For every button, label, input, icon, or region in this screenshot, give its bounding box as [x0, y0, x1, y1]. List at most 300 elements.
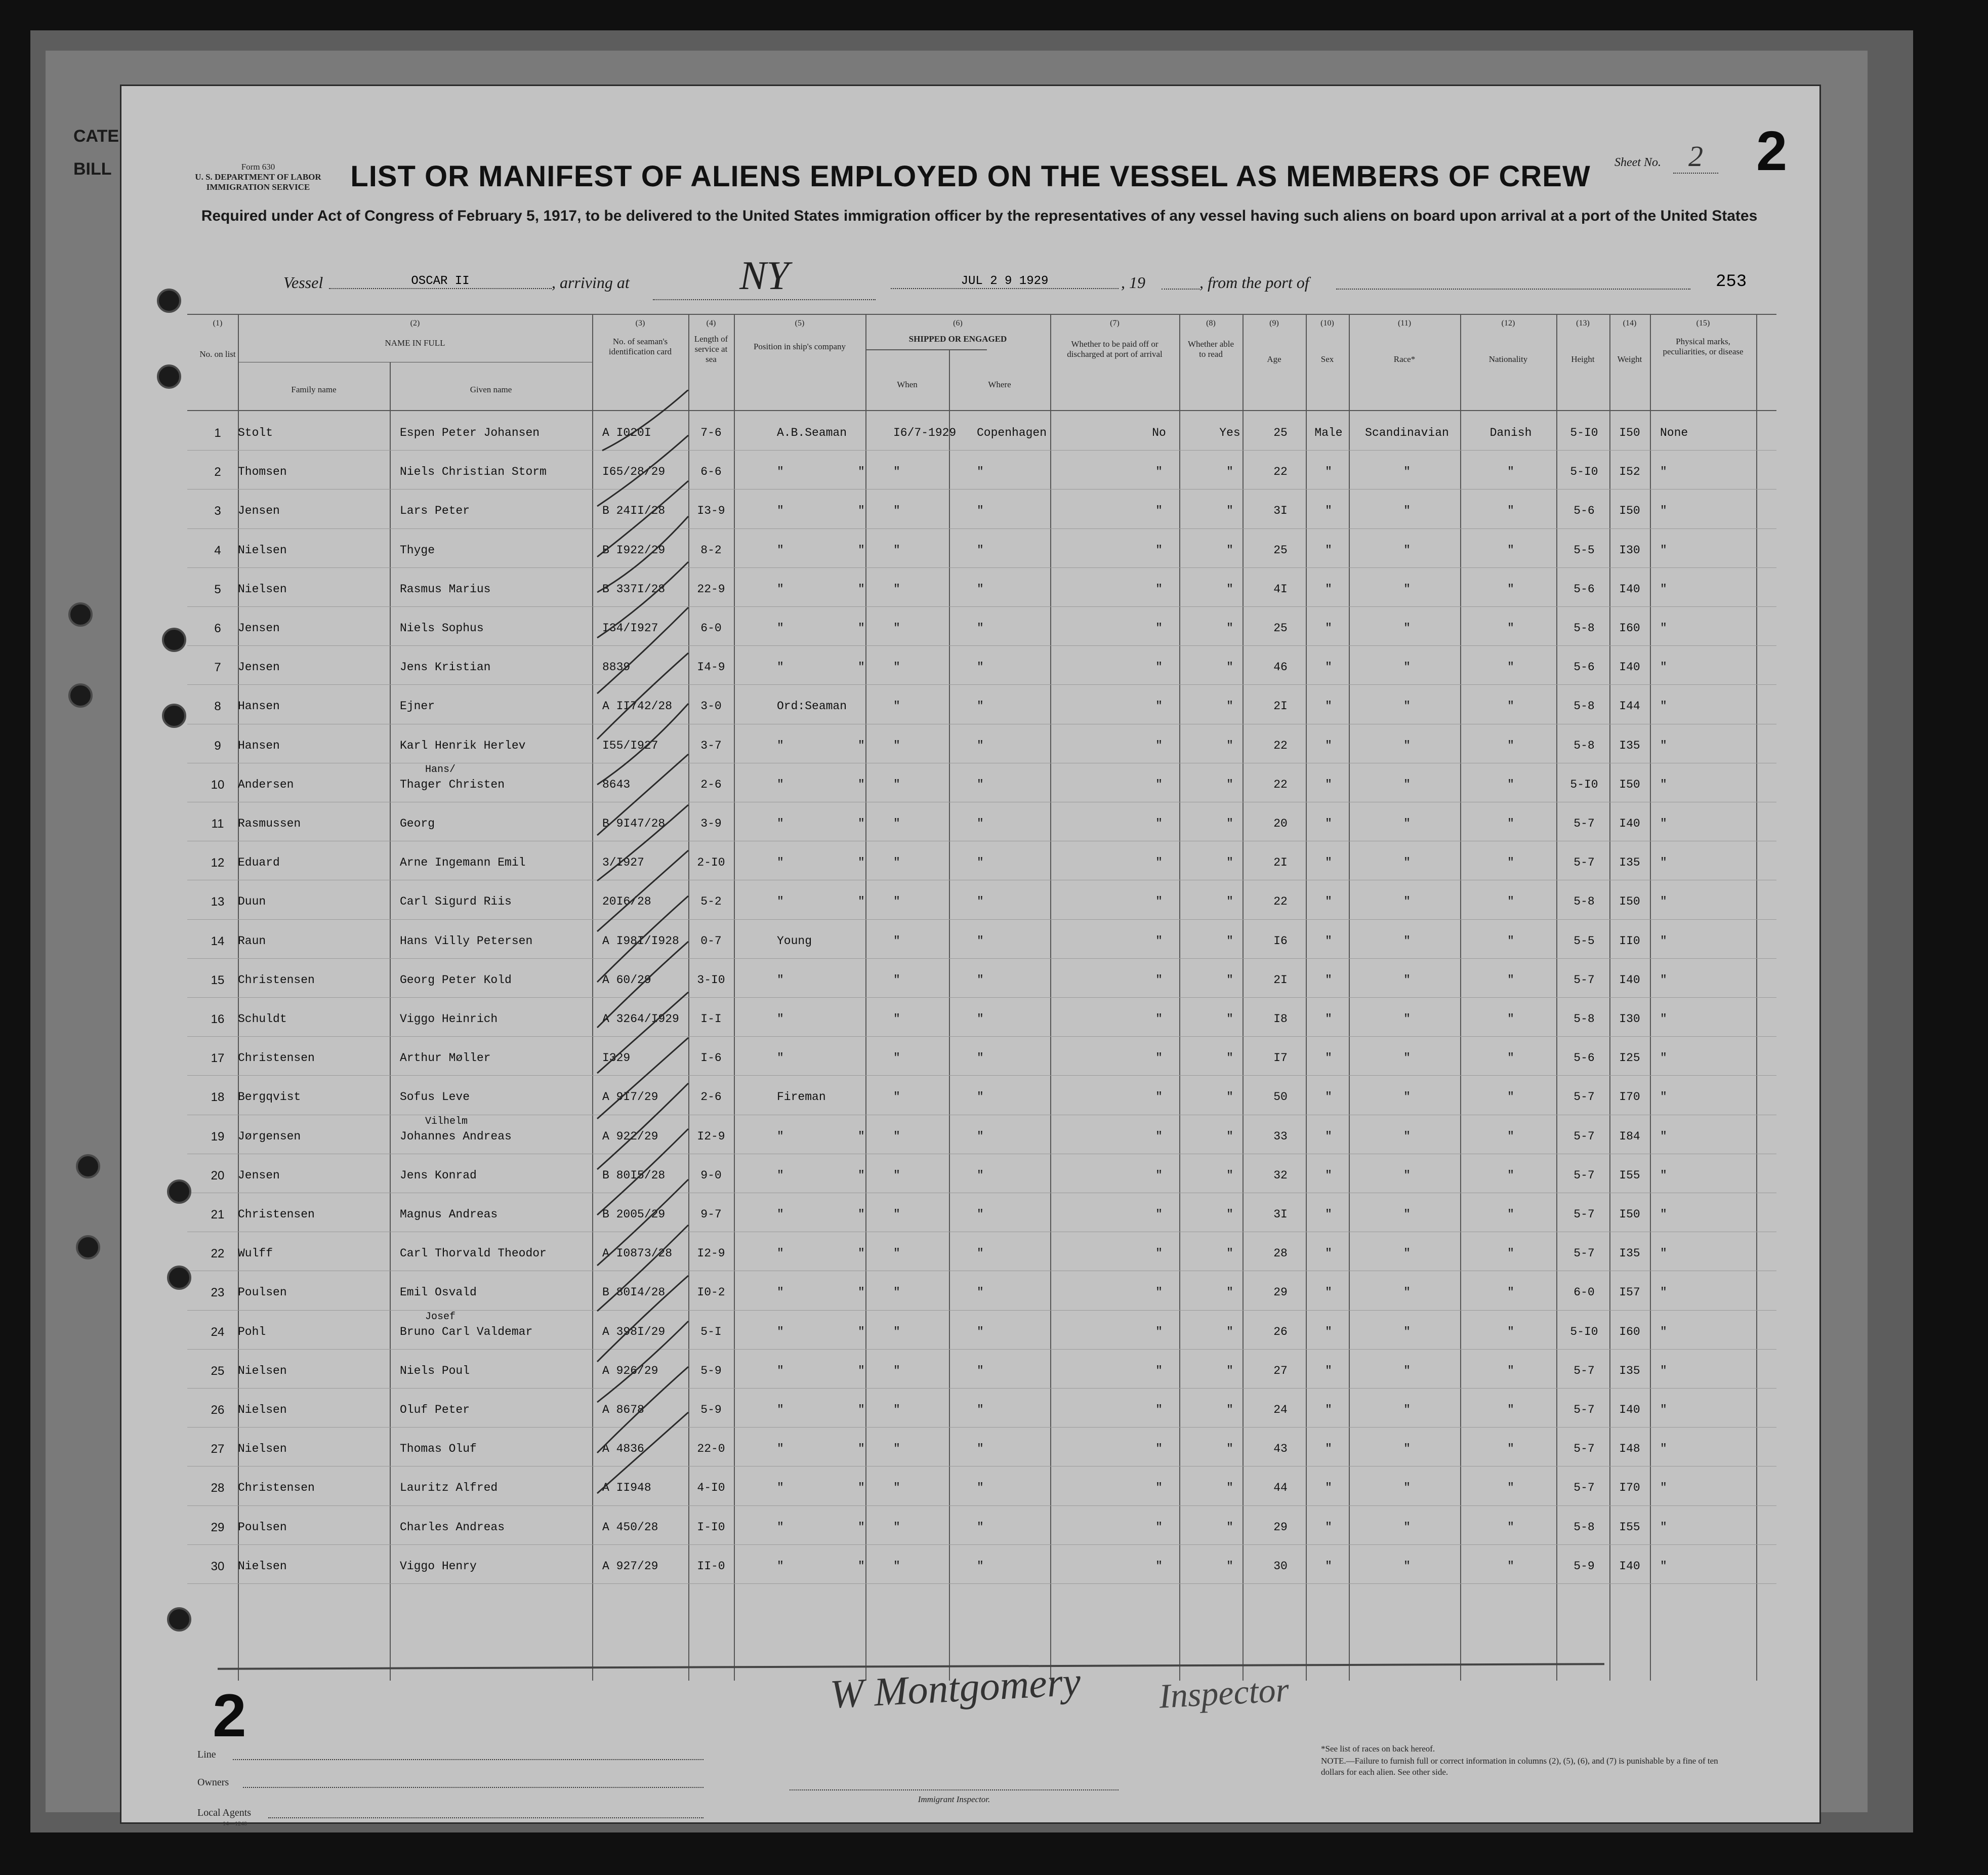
family-name-cell: Wulff [238, 1247, 273, 1260]
age-cell: 2I [1273, 973, 1288, 987]
able-to-read-cell: " [1226, 1559, 1233, 1573]
header-name-in-full: NAME IN FULL [385, 338, 445, 348]
physical-marks-cell: " [1660, 1325, 1667, 1338]
penalty-note: NOTE.—Failure to furnish full or correct information in columns (2), (5), (6), and (7) is punishable by a fine of ten dollars for each alien. See other side. [1321, 1756, 1718, 1777]
family-name-cell: Christensen [238, 1481, 315, 1495]
family-name-cell: Jørgensen [238, 1129, 301, 1143]
physical-marks-cell: " [1660, 1051, 1667, 1065]
stub-text-top: CATE [73, 127, 119, 146]
paid-off-cell: " [1155, 1012, 1163, 1026]
sex-cell: " [1325, 1442, 1332, 1456]
physical-marks-cell: " [1660, 1168, 1667, 1182]
id-card-cell: A 3264/I929 [602, 1012, 679, 1026]
physical-marks-cell: " [1660, 856, 1667, 870]
given-name-cell: Oluf Peter [400, 1403, 470, 1416]
binder-hole [162, 704, 186, 728]
row-number-cell: 30 [211, 1559, 225, 1573]
shipped-where-cell: " [977, 1129, 984, 1143]
nationality-cell: " [1507, 504, 1514, 518]
position-ditto-cell: " [858, 582, 865, 596]
position-cell: " [777, 504, 784, 518]
line-blank [233, 1759, 703, 1760]
race-cell: " [1403, 504, 1411, 518]
weight-cell: I60 [1619, 622, 1640, 635]
height-cell: 5-8 [1573, 700, 1595, 713]
race-cell: " [1403, 543, 1411, 557]
service-length-cell: 22-0 [697, 1442, 725, 1456]
id-card-cell: B 2005/29 [602, 1208, 666, 1221]
given-name-cell: Emil Osvald [400, 1286, 477, 1299]
table-row [187, 962, 1776, 1002]
sex-cell: " [1325, 817, 1332, 830]
table-row [187, 533, 1776, 572]
nationality-cell: " [1507, 1051, 1514, 1065]
height-cell: 5-5 [1573, 543, 1595, 557]
paid-off-cell: " [1155, 817, 1163, 830]
position-ditto-cell: " [858, 856, 865, 870]
height-cell: 5-6 [1573, 504, 1595, 518]
service-length-cell: I2-9 [697, 1129, 725, 1143]
position-cell: " [777, 1129, 784, 1143]
colnum-12: (12) [1501, 319, 1515, 328]
service-length-cell: I-I [700, 1012, 722, 1026]
race-cell: " [1403, 1247, 1411, 1260]
age-cell: 46 [1273, 661, 1288, 674]
shipped-where-cell: " [977, 1012, 984, 1026]
service-length-cell: 3-9 [700, 817, 722, 830]
race-cell: " [1403, 1442, 1411, 1456]
position-ditto-cell: " [858, 465, 865, 479]
height-cell: 6-0 [1573, 1286, 1595, 1299]
given-name-cell: Viggo Heinrich [400, 1012, 498, 1026]
nationality-cell: " [1507, 1403, 1514, 1416]
age-cell: 22 [1273, 895, 1288, 909]
weight-cell: I48 [1619, 1442, 1640, 1456]
height-cell: 5-8 [1573, 622, 1595, 635]
physical-marks-cell: " [1660, 700, 1667, 713]
id-card-cell: A I020I [602, 426, 651, 439]
header-age: Age [1267, 354, 1281, 364]
header-no-on-list: No. on list [199, 349, 236, 359]
shipped-where-cell: " [977, 700, 984, 713]
shipped-when-cell: " [893, 1403, 900, 1416]
id-card-cell: 20I6/28 [602, 895, 651, 909]
binder-hole [157, 289, 181, 313]
paid-off-cell: " [1155, 1403, 1163, 1416]
physical-marks-cell: " [1660, 661, 1667, 674]
sex-cell: " [1325, 778, 1332, 791]
shipped-where-cell: " [977, 1286, 984, 1299]
physical-marks-cell: " [1660, 817, 1667, 830]
shipped-when-cell: " [893, 1286, 900, 1299]
weight-cell: I52 [1619, 465, 1640, 479]
position-ditto-cell: " [858, 1520, 865, 1534]
table-row [187, 493, 1776, 533]
service-length-cell: I4-9 [697, 661, 725, 674]
position-ditto-cell: " [858, 622, 865, 635]
given-name-cell: Thyge [400, 543, 435, 557]
height-cell: 5-8 [1573, 739, 1595, 752]
family-name-cell: Jensen [238, 661, 280, 674]
table-row [187, 1470, 1776, 1510]
height-cell: 5-8 [1573, 895, 1595, 909]
physical-marks-cell: " [1660, 1247, 1667, 1260]
paid-off-cell: " [1155, 778, 1163, 791]
race-cell: " [1403, 465, 1411, 479]
position-ditto-cell: " [858, 1481, 865, 1495]
nationality-cell: " [1507, 739, 1514, 752]
paid-off-cell: " [1155, 1090, 1163, 1104]
position-cell: " [777, 1520, 784, 1534]
able-to-read-cell: " [1226, 1051, 1233, 1065]
position-ditto-cell: " [858, 1247, 865, 1260]
service-length-cell: 2-6 [700, 1090, 722, 1104]
id-card-cell: A 927/29 [602, 1559, 658, 1573]
height-cell: 5-6 [1573, 1051, 1595, 1065]
able-to-read-cell: " [1226, 1012, 1233, 1026]
row-number-cell: 8 [214, 700, 221, 714]
table-row [187, 923, 1776, 963]
table-row [187, 1158, 1776, 1197]
race-cell: " [1403, 856, 1411, 870]
family-name-cell: Stolt [238, 426, 273, 439]
header-shipped-engaged: SHIPPED OR ENGAGED [908, 334, 1007, 344]
paid-off-cell: " [1155, 1051, 1163, 1065]
table-row [187, 688, 1776, 728]
family-name-cell: Bergqvist [238, 1090, 301, 1104]
given-name-cell: Jens Kristian [400, 661, 491, 674]
shipped-where-cell: " [977, 934, 984, 948]
position-cell: " [777, 1364, 784, 1377]
service-length-cell: 0-7 [700, 934, 722, 948]
nationality-cell: " [1507, 1012, 1514, 1026]
service-length-cell: 9-7 [700, 1208, 722, 1221]
shipped-where-cell: Copenhagen [977, 426, 1047, 439]
document-subtitle: Required under Act of Congress of February 5, 1917, to be delivered to the United States immigration officer by the representatives of any vessel having such aliens on board upon arrival at a port of the United States [201, 208, 1758, 224]
age-cell: 3I [1273, 1208, 1288, 1221]
shipped-when-cell: " [893, 1364, 900, 1377]
sex-cell: " [1325, 1559, 1332, 1573]
id-card-cell: 3/I927 [602, 856, 644, 870]
weight-cell: I84 [1619, 1129, 1640, 1143]
weight-cell: I50 [1619, 778, 1640, 791]
inspector-blank [790, 1789, 1119, 1790]
physical-marks-cell: " [1660, 1442, 1667, 1456]
id-card-cell: B I922/29 [602, 543, 666, 557]
physical-marks-cell: " [1660, 622, 1667, 635]
check-marks [567, 390, 698, 1655]
physical-marks-cell: " [1660, 1481, 1667, 1495]
position-cell: " [777, 1442, 784, 1456]
position-cell: " [777, 582, 784, 596]
year-blank [1162, 289, 1199, 290]
given-name-cell: Georg [400, 817, 435, 830]
nationality-cell: " [1507, 934, 1514, 948]
service-length-cell: I3-9 [697, 504, 725, 518]
row-number-cell: 25 [211, 1364, 225, 1378]
family-name-cell: Jensen [238, 504, 280, 518]
nationality-cell: " [1507, 1168, 1514, 1182]
shipped-when-cell: " [893, 1168, 900, 1182]
row-number-cell: 10 [211, 778, 225, 792]
service-length-cell: I-6 [700, 1051, 722, 1065]
service-length-cell: 2-I0 [697, 856, 725, 870]
shipped-where-cell: " [977, 817, 984, 830]
sex-cell: " [1325, 504, 1332, 518]
shipped-when-cell: " [893, 1325, 900, 1338]
arriving-label: , arriving at [552, 273, 630, 292]
family-name-cell: Raun [238, 934, 266, 948]
table-row [187, 454, 1776, 494]
table-row [187, 1548, 1776, 1588]
race-cell: " [1403, 1403, 1411, 1416]
race-cell: " [1403, 1364, 1411, 1377]
shipped-when-cell: " [893, 622, 900, 635]
weight-cell: I40 [1619, 973, 1640, 987]
form-service: IMMIGRATION SERVICE [206, 182, 310, 192]
shipped-when-cell: " [893, 1208, 900, 1221]
colnum-4: (4) [706, 319, 716, 328]
race-cell: " [1403, 973, 1411, 987]
given-name-cell: Arthur Møller [400, 1051, 491, 1065]
weight-cell: I60 [1619, 1325, 1640, 1338]
nationality-cell: " [1507, 778, 1514, 791]
colnum-8: (8) [1206, 319, 1216, 328]
shipped-when-cell: " [893, 504, 900, 518]
binder-hole [157, 364, 181, 389]
id-card-cell: A 60/29 [602, 973, 651, 987]
race-cell: " [1403, 1325, 1411, 1338]
position-ditto-cell: " [858, 1129, 865, 1143]
table-row [187, 1079, 1776, 1119]
table-row [187, 1353, 1776, 1393]
row-number-cell: 9 [214, 739, 221, 753]
shipped-where-cell: " [977, 1481, 984, 1495]
sex-cell: " [1325, 1051, 1332, 1065]
height-cell: 5-I0 [1570, 778, 1598, 791]
shipped-when-cell: " [893, 934, 900, 948]
shipped-when-cell: " [893, 1051, 900, 1065]
age-cell: 26 [1273, 1325, 1288, 1338]
weight-cell: II0 [1619, 934, 1640, 948]
row-number-cell: 12 [211, 856, 225, 870]
position-ditto-cell: " [858, 1442, 865, 1456]
age-cell: 29 [1273, 1520, 1288, 1534]
race-cell: " [1403, 934, 1411, 948]
nationality-cell: " [1507, 1520, 1514, 1534]
height-cell: 5-7 [1573, 1090, 1595, 1104]
race-note: *See list of races on back hereof. [1321, 1744, 1435, 1754]
position-cell: " [777, 1481, 784, 1495]
service-length-cell: 3-I0 [697, 973, 725, 987]
given-name-cell: Charles Andreas [400, 1520, 505, 1534]
id-card-cell: A 450/28 [602, 1520, 658, 1534]
table-row [187, 1510, 1776, 1549]
row-number-cell: 21 [211, 1208, 225, 1221]
physical-marks-cell: " [1660, 1208, 1667, 1221]
given-name-addition: Hans/ [425, 763, 456, 776]
age-cell: 20 [1273, 817, 1288, 830]
given-name-cell: Rasmus Marius [400, 582, 491, 596]
sex-cell: " [1325, 1247, 1332, 1260]
shipped-where-cell: " [977, 1208, 984, 1221]
table-row [187, 1001, 1776, 1041]
service-length-cell: 9-0 [700, 1168, 722, 1182]
table-row [187, 845, 1776, 884]
physical-marks-cell: " [1660, 1012, 1667, 1026]
able-to-read-cell: " [1226, 973, 1233, 987]
nationality-cell: Danish [1489, 426, 1532, 439]
id-card-cell: B 24II/28 [602, 504, 666, 518]
colnum-7: (7) [1110, 319, 1120, 328]
position-cell: " [777, 543, 784, 557]
id-card-cell: A 926/29 [602, 1364, 658, 1377]
able-to-read-cell: " [1226, 1364, 1233, 1377]
weight-cell: I50 [1619, 895, 1640, 909]
race-cell: " [1403, 1208, 1411, 1221]
height-cell: 5-I0 [1570, 1325, 1598, 1338]
race-cell: " [1403, 700, 1411, 713]
sex-cell: " [1325, 973, 1332, 987]
height-cell: 5-7 [1573, 1208, 1595, 1221]
position-ditto-cell: " [858, 504, 865, 518]
given-name-cell: Sofus Leve [400, 1090, 470, 1104]
service-length-cell: 7-6 [700, 426, 722, 439]
table-row [187, 1115, 1776, 1158]
colnum-15: (15) [1696, 319, 1710, 328]
from-port-label: , from the port of [1199, 273, 1309, 292]
able-to-read-cell: " [1226, 1403, 1233, 1416]
shipped-where-cell: " [977, 1559, 984, 1573]
shipped-when-cell: I6/7-1929 [893, 426, 957, 439]
family-name-cell: Duun [238, 895, 266, 909]
sex-cell: " [1325, 1090, 1332, 1104]
physical-marks-cell: " [1660, 778, 1667, 791]
header-when: When [897, 380, 918, 389]
shipped-where-cell: " [977, 1520, 984, 1534]
height-cell: 5-9 [1573, 1559, 1595, 1573]
given-name-cell: Hans Villy Petersen [400, 934, 533, 948]
shipped-when-cell: " [893, 778, 900, 791]
sex-cell: " [1325, 700, 1332, 713]
id-card-cell: A 4836 [602, 1442, 644, 1456]
id-card-cell: 8643 [602, 778, 631, 791]
given-name-cell: Carl Thorvald Theodor [400, 1247, 547, 1260]
row-number-cell: 26 [211, 1403, 225, 1417]
table-row [187, 1040, 1776, 1080]
height-cell: 5-8 [1573, 1012, 1595, 1026]
shipped-where-cell: " [977, 1090, 984, 1104]
shipped-when-cell: " [893, 856, 900, 870]
shipped-when-cell: " [893, 1559, 900, 1573]
binder-hole [76, 1235, 100, 1259]
family-name-cell: Jensen [238, 1168, 280, 1182]
row-number-cell: 11 [211, 817, 224, 831]
height-cell: 5-7 [1573, 1129, 1595, 1143]
race-cell: " [1403, 582, 1411, 596]
physical-marks-cell: " [1660, 1364, 1667, 1377]
service-length-cell: 5-I [700, 1325, 722, 1338]
sex-cell: " [1325, 465, 1332, 479]
height-cell: 5-7 [1573, 1364, 1595, 1377]
able-to-read-cell: " [1226, 661, 1233, 674]
arriving-port: NY [653, 253, 876, 300]
document-title: LIST OR MANIFEST OF ALIENS EMPLOYED ON THE VESSEL AS MEMBERS OF CREW [350, 160, 1591, 193]
able-to-read-cell: " [1226, 739, 1233, 752]
sex-cell: " [1325, 1129, 1332, 1143]
nationality-cell: " [1507, 1481, 1514, 1495]
shipped-when-cell: " [893, 700, 900, 713]
row-number-cell: 20 [211, 1168, 225, 1183]
able-to-read-cell: " [1226, 543, 1233, 557]
able-to-read-cell: " [1226, 817, 1233, 830]
header-sex: Sex [1320, 354, 1334, 364]
colnum-10: (10) [1320, 319, 1334, 328]
height-cell: 5-7 [1573, 1442, 1595, 1456]
position-ditto-cell: " [858, 543, 865, 557]
row-number-cell: 19 [211, 1129, 225, 1144]
race-cell: " [1403, 1090, 1411, 1104]
physical-marks-cell: " [1660, 1286, 1667, 1299]
able-to-read-cell: " [1226, 1247, 1233, 1260]
row-number-cell: 18 [211, 1090, 225, 1105]
nationality-cell: " [1507, 1129, 1514, 1143]
family-name-cell: Nielsen [238, 1403, 287, 1416]
age-cell: 2I [1273, 700, 1288, 713]
row-number-cell: 14 [211, 934, 225, 948]
paid-off-cell: " [1155, 1325, 1163, 1338]
table-row [187, 1311, 1776, 1354]
shipped-when-cell: " [893, 817, 900, 830]
header-family-name: Family name [291, 385, 337, 394]
service-length-cell: 3-0 [700, 700, 722, 713]
position-cell: Ord:Seaman [777, 700, 847, 713]
given-name-cell: Niels Christian Storm [400, 465, 547, 479]
race-cell: " [1403, 778, 1411, 791]
family-name-cell: Nielsen [238, 543, 287, 557]
position-ditto-cell: " [858, 1364, 865, 1377]
sex-cell: " [1325, 1481, 1332, 1495]
weight-cell: I40 [1619, 661, 1640, 674]
position-cell: " [777, 817, 784, 830]
family-name-cell: Schuldt [238, 1012, 287, 1026]
colnum-2: (2) [410, 319, 420, 328]
given-name-addition: Vilhelm [425, 1115, 468, 1127]
given-name-cell: Magnus Andreas [400, 1208, 498, 1221]
family-name-cell: Poulsen [238, 1286, 287, 1299]
service-length-cell: I2-9 [697, 1247, 725, 1260]
position-ditto-cell: " [858, 1208, 865, 1221]
shipped-when-cell: " [893, 1442, 900, 1456]
position-cell: " [777, 465, 784, 479]
weight-cell: I55 [1619, 1520, 1640, 1534]
table-row [187, 1236, 1776, 1275]
position-cell: " [777, 1403, 784, 1416]
shipped-where-cell: " [977, 973, 984, 987]
given-name-cell: Bruno Carl Valdemar [400, 1325, 533, 1338]
shipped-when-cell: " [893, 1090, 900, 1104]
able-to-read-cell: " [1226, 504, 1233, 518]
position-cell: " [777, 1012, 784, 1026]
crew-table [187, 314, 1776, 1681]
height-cell: 5-7 [1573, 973, 1595, 987]
paid-off-cell: " [1155, 856, 1163, 870]
stub-text-mid: BILL [73, 159, 112, 179]
service-length-cell: 6-6 [700, 465, 722, 479]
id-card-cell: A II742/28 [602, 700, 673, 713]
nationality-cell: " [1507, 1325, 1514, 1338]
row-number-cell: 6 [214, 622, 221, 635]
